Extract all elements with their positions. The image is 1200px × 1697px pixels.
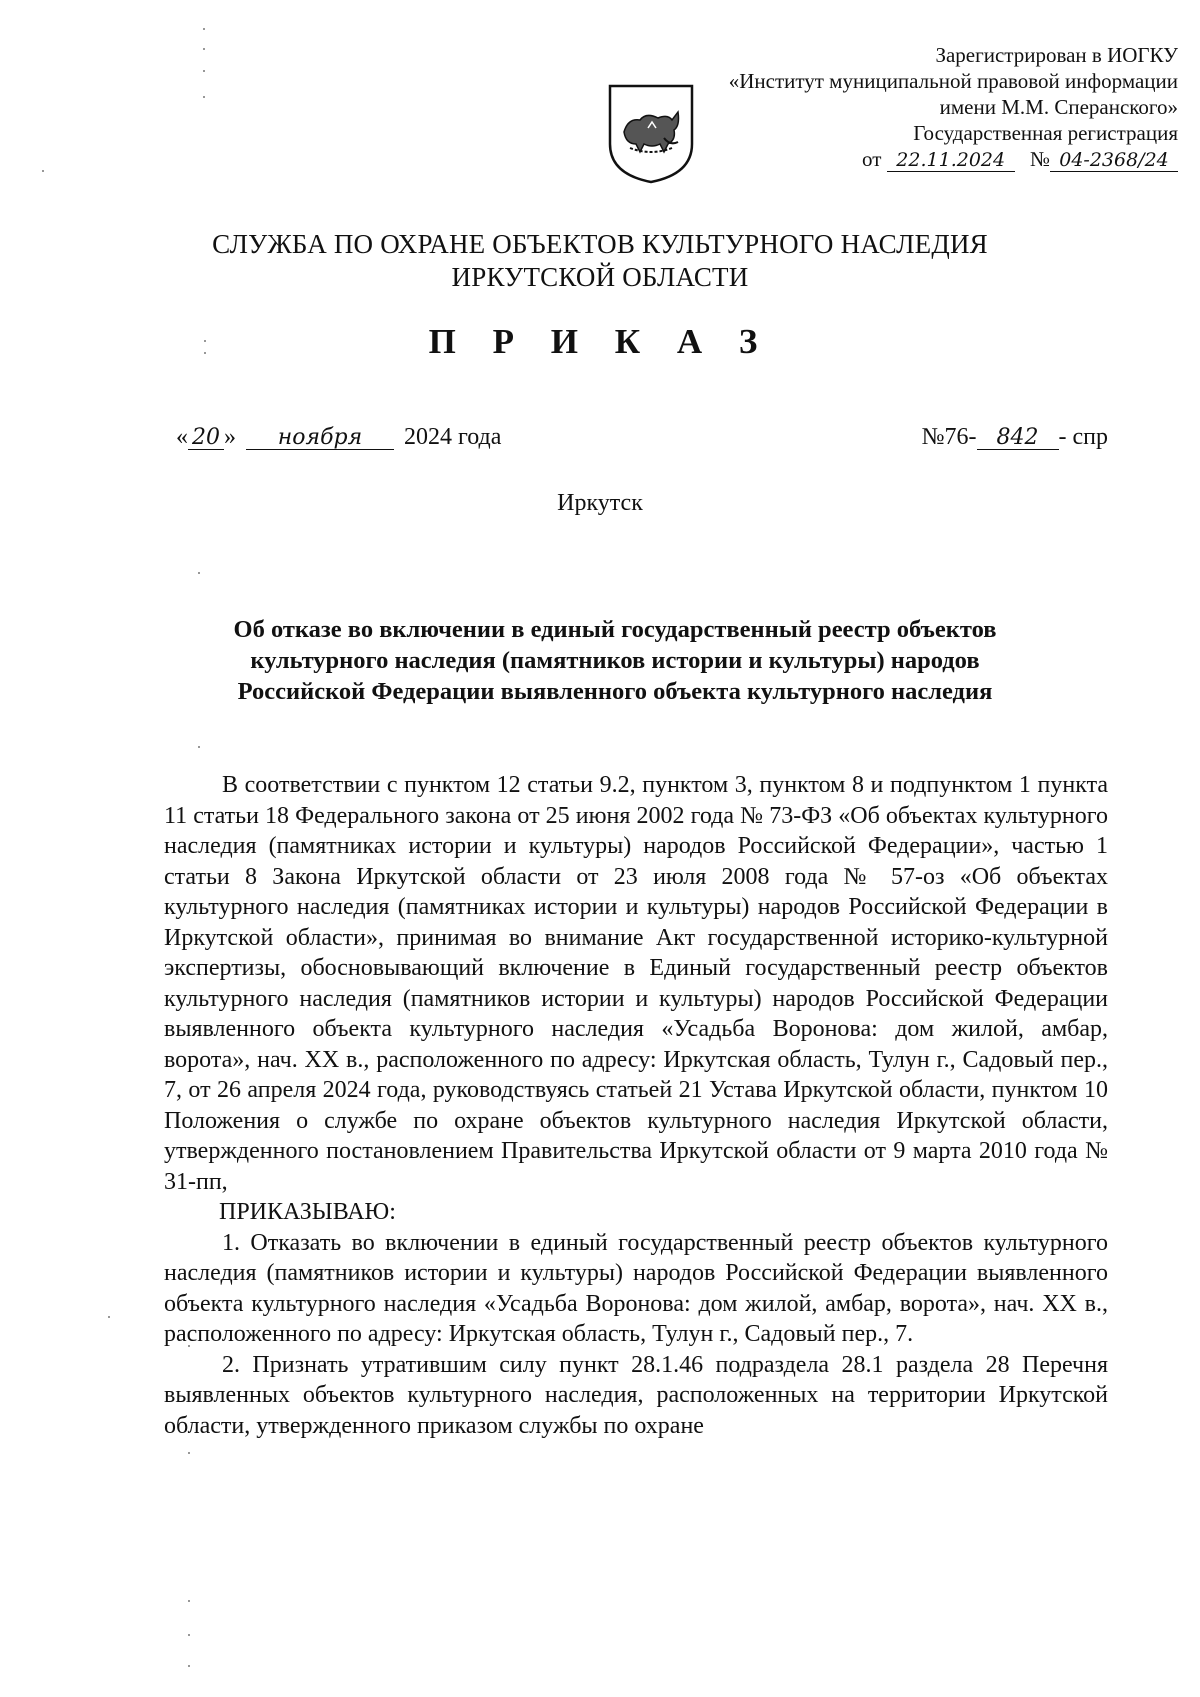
registration-line-3: имени М.М. Сперанского» — [939, 95, 1178, 119]
document-type-title: П Р И К А З — [428, 322, 772, 361]
registration-date: 22.11.2024 — [887, 149, 1015, 172]
registration-number-prefix: № — [1029, 147, 1050, 171]
agency-name-line-2: ИРКУТСКОЙ ОБЛАСТИ — [451, 262, 749, 292]
preamble-paragraph: В соответствии с пунктом 12 статьи 9.2, пунктом 3, пунктом 8 и подпунктом 1 пункта 11 статьи 18 Федерального закона от 25 июня 2002 года № 73-ФЗ «Об объектах культурного наследия (памятниках истории и культуры) народов Российской Федерации», частью 1 статьи 8 Закона Иркутской области от 23 июля 2008 года № 57-оз «Об объектах культурного наследия (памятниках истории и культуры) народов Российской Федерации в Иркутской области», принимая во внимание Акт государственной историко-культурной экспертизы, обосновывающий включение в Единый государственный реестр объектов культурного наследия (памятников истории и культуры) народов Российской Федерации выявленного объекта культурного наследия «Усадьба Воронова: дом жилой, амбар, ворота», нач. XX в., расположенного по адресу: Иркутская область, Тулун г., Садовый пер., 7, от 26 апреля 2024 года, руководствуясь статьей 21 Устава Иркутской области, пунктом 10 Положения о службе по охране объектов культурного наследия Иркутской области, утвержденного постановлением Правительства Иркутской области от 9 марта 2010 года № 31-пп, — [164, 772, 1108, 1195]
date-open-quote: « — [176, 424, 188, 450]
order-number-value: 842 — [977, 427, 1059, 450]
order-number — [922, 424, 1108, 451]
registration-number: 04-2368/24 — [1050, 149, 1178, 172]
date-day: 20 — [188, 427, 224, 450]
subject-line-3: Российской Федерации выявленного объекта культурного наследия — [237, 678, 993, 705]
registration-stamp — [618, 42, 1178, 172]
date-month: ноября — [246, 427, 394, 450]
city: Иркутск — [557, 490, 643, 516]
irkutsk-coat-of-arms-icon — [606, 82, 696, 186]
order-number-prefix: №76- — [921, 424, 977, 450]
registration-date-prefix: от — [862, 147, 882, 171]
agency-name — [0, 228, 1200, 294]
registration-line-4: Государственная регистрация — [913, 121, 1178, 145]
registration-line-1: Зарегистрирован в ИОГКУ — [935, 43, 1178, 67]
registration-details — [618, 146, 1178, 172]
order-word: ПРИКАЗЫВАЮ: — [219, 1199, 396, 1225]
subject-line-2: культурного наследия (памятников истории и культуры) народов — [250, 647, 980, 674]
date-year: 2024 года — [404, 424, 502, 450]
order-date — [176, 424, 501, 451]
order-subject — [140, 614, 1090, 707]
agency-name-line-1: СЛУЖБА ПО ОХРАНЕ ОБЪЕКТОВ КУЛЬТУРНОГО НАСЛЕДИЯ — [212, 229, 988, 259]
order-body — [164, 770, 1108, 1441]
order-item-1: 1. Отказать во включении в единый государственный реестр объектов культурного наследия (памятников истории и культуры) народов Российской Федерации выявленного объекта культурного наследия «Усадьба Воронова: дом жилой, амбар, ворота», нач. XX в., расположенного по адресу: Иркутская область, Тулун г., Садовый пер., 7. — [164, 1229, 1108, 1347]
date-close-quote: » — [224, 424, 236, 450]
registration-line-2: «Институт муниципальной правовой информации — [728, 69, 1178, 93]
order-number-suffix: - спр — [1058, 424, 1108, 450]
order-item-2: 2. Признать утратившим силу пункт 28.1.46 подраздела 28.1 раздела 28 Перечня выявленных объектов культурного наследия, расположенных на территории Иркутской области, утвержденного приказом службы по охране — [164, 1351, 1108, 1439]
subject-line-1: Об отказе во включении в единый государственный реестр объектов — [233, 616, 997, 643]
